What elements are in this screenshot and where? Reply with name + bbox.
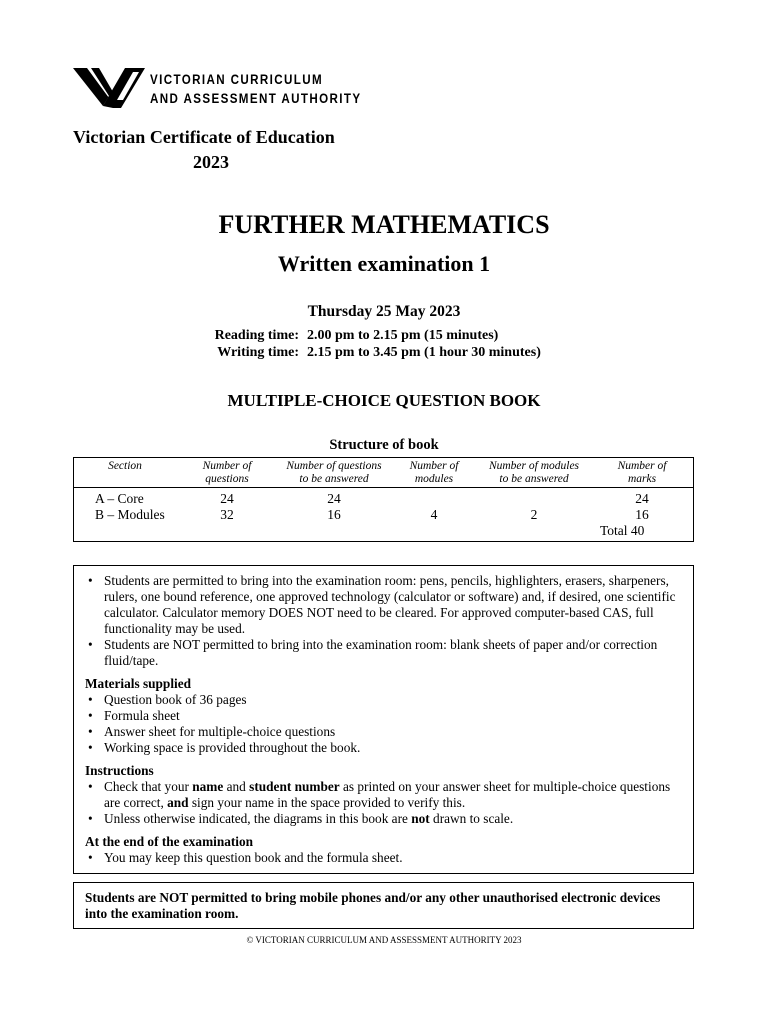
mobile-phone-warning-text: Students are NOT permitted to bring mobile phones and/or any other unauthorised electronic devices into the examination room. bbox=[85, 890, 661, 921]
materials-heading: Materials supplied bbox=[85, 676, 192, 691]
row-core-answered: 24 bbox=[327, 491, 341, 506]
row-core-marks: 24 bbox=[635, 491, 649, 506]
header-modules-to-answer: Number of modules to be answered bbox=[488, 460, 580, 485]
end-of-exam-heading: At the end of the examination bbox=[85, 834, 254, 849]
header-divider bbox=[74, 487, 693, 488]
vcaa-logo bbox=[73, 66, 362, 110]
writing-time-value: 2.15 pm to 3.45 pm (1 hour 30 minutes) bbox=[307, 345, 541, 360]
materials-item: • Formula sheet bbox=[85, 708, 685, 724]
structure-table bbox=[73, 457, 694, 542]
reading-time-label: Reading time: bbox=[214, 328, 299, 343]
instructions-heading: Instructions bbox=[85, 763, 154, 778]
book-type-title: MULTIPLE-CHOICE QUESTION BOOK bbox=[227, 391, 541, 410]
header-questions-to-answer: Number of questions to be answered bbox=[286, 460, 382, 485]
materials-item: • Working space is provided throughout the book. bbox=[85, 740, 685, 756]
total-marks: Total 40 bbox=[600, 523, 645, 538]
header-number-of-questions: Number of questions bbox=[202, 460, 252, 485]
materials-item: • Answer sheet for multiple-choice questions bbox=[85, 724, 685, 740]
row-core-questions: 24 bbox=[220, 491, 234, 506]
row-modules-modules-answered: 2 bbox=[530, 507, 538, 522]
instruction-item-check-details: • Check that your name and student number as printed on your answer sheet for multiple-choice questions are correct, and sign your name in the space provided to verify this. bbox=[85, 779, 685, 811]
row-modules-section: B – Modules bbox=[95, 507, 165, 522]
mobile-phone-warning-box bbox=[73, 882, 694, 929]
reading-time-value: 2.00 pm to 2.15 pm (15 minutes) bbox=[307, 328, 499, 343]
end-of-exam-item: • You may keep this question book and the formula sheet. bbox=[85, 850, 685, 866]
writing-time-label: Writing time: bbox=[217, 345, 299, 360]
row-core-section: A – Core bbox=[95, 491, 144, 506]
permitted-items-bullet: • Students are permitted to bring into the examination room: pens, pencils, highlighters, erasers, sharpeners, rulers, one bound reference, one approved technology (calculator or software) and, if desired, one scientific calculator. Calculator memory DOES NOT need to be cleared. For approved computer-based CAS, full functionality may be used. bbox=[85, 573, 685, 637]
not-permitted-items-bullet: • Students are NOT permitted to bring into the examination room: blank sheets of paper and/or correction fluid/tape. bbox=[85, 637, 685, 669]
certificate-title: Victorian Certificate of Education bbox=[73, 127, 335, 147]
copyright-notice: © VICTORIAN CURRICULUM AND ASSESSMENT AUTHORITY 2023 bbox=[246, 935, 522, 945]
row-modules-marks: 16 bbox=[635, 507, 649, 522]
structure-title: Structure of book bbox=[329, 437, 439, 453]
materials-item: • Question book of 36 pages bbox=[85, 692, 685, 708]
instruction-item-diagrams: • Unless otherwise indicated, the diagrams in this book are not drawn to scale. bbox=[85, 811, 685, 827]
vcaa-emblem-icon bbox=[73, 66, 147, 110]
logo-line-2: AND ASSESSMENT AUTHORITY bbox=[150, 91, 362, 106]
subject-title: FURTHER MATHEMATICS bbox=[218, 210, 550, 239]
exam-name: Written examination 1 bbox=[277, 251, 491, 276]
row-modules-modules: 4 bbox=[430, 507, 438, 522]
row-modules-answered: 16 bbox=[327, 507, 341, 522]
exam-date: Thursday 25 May 2023 bbox=[307, 303, 461, 320]
header-number-of-modules: Number of modules bbox=[409, 460, 459, 485]
logo-line-1: VICTORIAN CURRICULUM bbox=[150, 72, 324, 87]
instructions-box bbox=[73, 565, 694, 874]
certificate-year: 2023 bbox=[193, 152, 229, 172]
header-section: Section bbox=[108, 460, 142, 472]
row-modules-questions: 32 bbox=[220, 507, 234, 522]
header-number-of-marks: Number of marks bbox=[617, 460, 667, 485]
